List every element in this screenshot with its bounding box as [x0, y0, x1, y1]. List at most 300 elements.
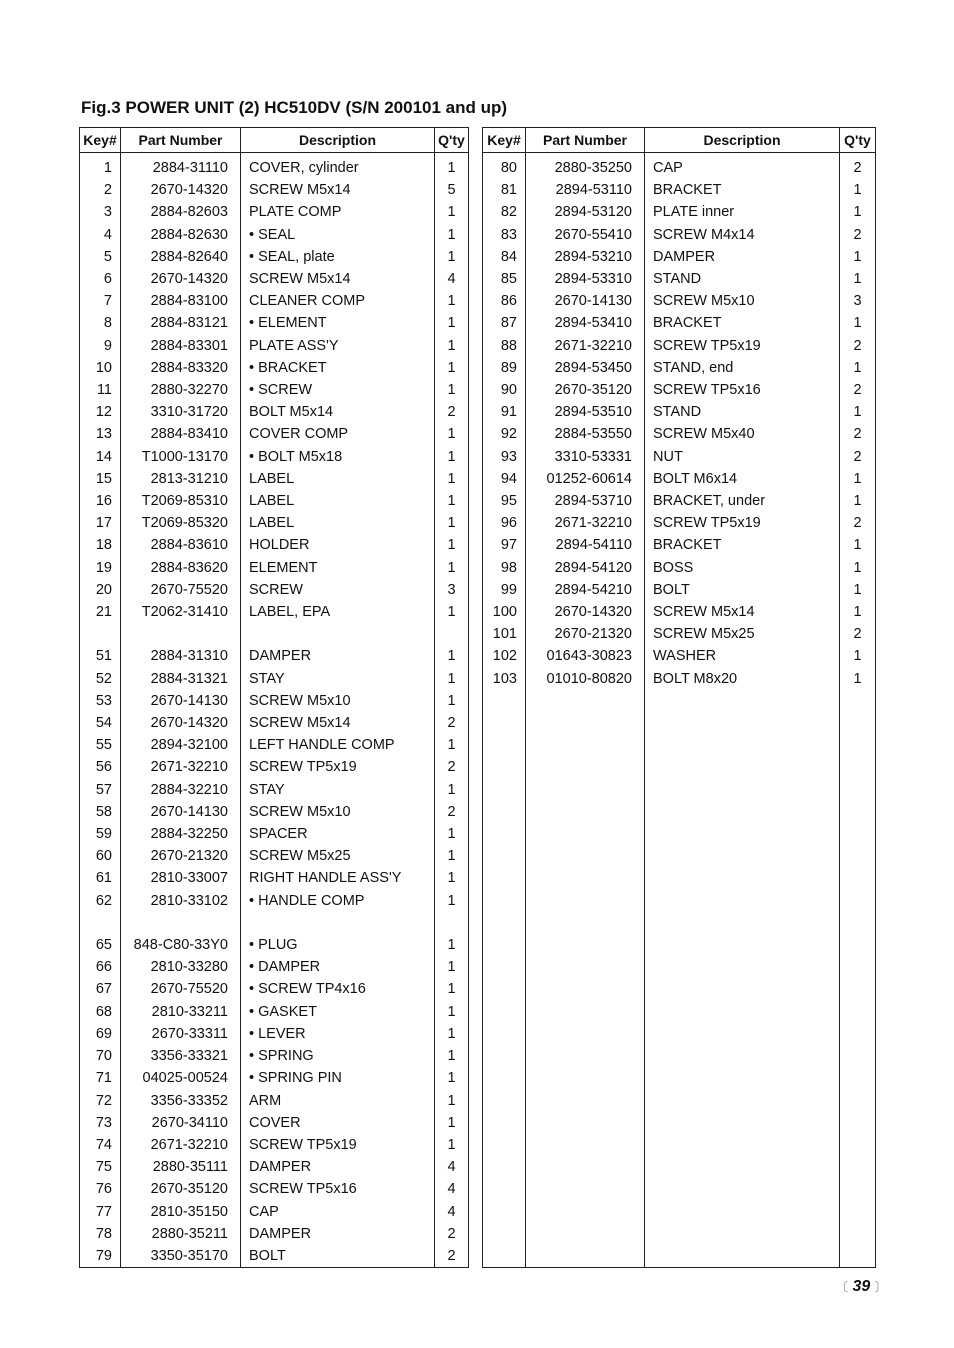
- description-header: Description: [645, 128, 840, 153]
- qty-cell: 1: [840, 312, 876, 334]
- description-cell: BRACKET: [645, 534, 840, 556]
- part-number-cell: 2894-53710: [526, 490, 645, 512]
- part-number-cell: 848-C80-33Y0: [121, 934, 241, 956]
- table-row: [80, 978, 469, 1000]
- part-number-cell: 2670-14320: [121, 712, 241, 734]
- table-row: [80, 290, 469, 312]
- table-row: [80, 1178, 469, 1200]
- header-row: [80, 128, 469, 153]
- description-cell: • LEVER: [241, 1023, 435, 1045]
- qty-cell: 1: [840, 268, 876, 290]
- key-cell: 71: [80, 1067, 121, 1089]
- page-number: [836, 1278, 887, 1296]
- part-number-cell: 01643-30823: [526, 645, 645, 667]
- table-row: [483, 335, 876, 357]
- part-number-cell: 2670-34110: [121, 1112, 241, 1134]
- part-number-cell: 2894-53310: [526, 268, 645, 290]
- key-header: Key#: [80, 128, 121, 153]
- key-cell: 90: [483, 379, 526, 401]
- table-row: [483, 201, 876, 223]
- key-cell: 18: [80, 534, 121, 556]
- qty-cell: 4: [435, 1156, 469, 1178]
- qty-cell: 1: [840, 201, 876, 223]
- description-cell: • ELEMENT: [241, 312, 435, 334]
- table-row: [80, 823, 469, 845]
- description-cell: SCREW TP5x16: [241, 1178, 435, 1200]
- qty-cell: 1: [840, 579, 876, 601]
- qty-cell: 4: [435, 268, 469, 290]
- description-cell: COVER: [241, 1112, 435, 1134]
- table-row: [80, 246, 469, 268]
- key-cell: 6: [80, 268, 121, 290]
- table-row: [80, 690, 469, 712]
- key-cell: 84: [483, 246, 526, 268]
- qty-cell: 1: [435, 956, 469, 978]
- part-number-cell: 2884-32210: [121, 779, 241, 801]
- part-number-cell: 2810-35150: [121, 1201, 241, 1223]
- filler-cell: [121, 1267, 241, 1268]
- part-number-cell: 2894-32100: [121, 734, 241, 756]
- key-cell: 86: [483, 290, 526, 312]
- part-number-cell: 2884-82630: [121, 224, 241, 246]
- description-cell: BRACKET: [645, 179, 840, 201]
- key-cell: 65: [80, 934, 121, 956]
- description-cell: BRACKET, under: [645, 490, 840, 512]
- table-row: [80, 423, 469, 445]
- key-cell: 70: [80, 1045, 121, 1067]
- page-number-value: 39: [852, 1278, 871, 1295]
- qty-cell: 1: [435, 734, 469, 756]
- qty-cell: 1: [435, 779, 469, 801]
- qty-cell: 1: [840, 645, 876, 667]
- part-number-cell: 2670-55410: [526, 224, 645, 246]
- description-cell: DAMPER: [241, 645, 435, 667]
- key-cell: 15: [80, 468, 121, 490]
- qty-cell: 1: [435, 1045, 469, 1067]
- table-row: [483, 179, 876, 201]
- key-cell: [80, 623, 121, 645]
- qty-cell: 1: [840, 534, 876, 556]
- table-row: [483, 579, 876, 601]
- table-row: [483, 446, 876, 468]
- key-cell: 97: [483, 534, 526, 556]
- description-cell: DAMPER: [241, 1156, 435, 1178]
- qty-cell: 1: [435, 1090, 469, 1112]
- description-cell: • PLUG: [241, 934, 435, 956]
- description-cell: HOLDER: [241, 534, 435, 556]
- qty-cell: 4: [435, 1178, 469, 1200]
- part-number-cell: 2670-75520: [121, 579, 241, 601]
- filler-cell: [435, 1267, 469, 1268]
- description-cell: LABEL: [241, 468, 435, 490]
- description-cell: SCREW M5x14: [241, 268, 435, 290]
- table-row: [80, 201, 469, 223]
- description-cell: ARM: [241, 1090, 435, 1112]
- table-row: [483, 623, 876, 645]
- part-number-cell: 2670-21320: [121, 845, 241, 867]
- parts-table-right: [482, 127, 876, 1268]
- part-number-cell: 2894-53210: [526, 246, 645, 268]
- table-row: [483, 557, 876, 579]
- description-cell: SCREW M5x25: [645, 623, 840, 645]
- qty-cell: 2: [435, 712, 469, 734]
- key-cell: 101: [483, 623, 526, 645]
- description-cell: BOLT: [241, 1245, 435, 1267]
- part-number-cell: 2884-83100: [121, 290, 241, 312]
- table-row: [483, 290, 876, 312]
- table-row: [483, 401, 876, 423]
- table-row: [80, 1223, 469, 1245]
- qty-cell: 1: [435, 468, 469, 490]
- part-number-cell: 01010-80820: [526, 668, 645, 690]
- description-cell: CAP: [241, 1201, 435, 1223]
- description-cell: SCREW M5x14: [241, 712, 435, 734]
- table-row: [80, 623, 469, 645]
- key-cell: 94: [483, 468, 526, 490]
- key-cell: 56: [80, 756, 121, 778]
- qty-cell: 1: [840, 401, 876, 423]
- qty-cell: 1: [435, 357, 469, 379]
- key-cell: [80, 912, 121, 934]
- description-cell: BOLT M6x14: [645, 468, 840, 490]
- description-cell: LABEL: [241, 512, 435, 534]
- key-cell: 77: [80, 1201, 121, 1223]
- description-cell: • SCREW TP4x16: [241, 978, 435, 1000]
- description-cell: • GASKET: [241, 1001, 435, 1023]
- qty-cell: 1: [435, 224, 469, 246]
- key-cell: 68: [80, 1001, 121, 1023]
- table-row: [483, 268, 876, 290]
- description-cell: PLATE COMP: [241, 201, 435, 223]
- qty-cell: [435, 623, 469, 645]
- part-number-cell: 2810-33102: [121, 890, 241, 912]
- qty-cell: 1: [435, 246, 469, 268]
- key-cell: 2: [80, 179, 121, 201]
- key-cell: 67: [80, 978, 121, 1000]
- part-number-cell: 3356-33352: [121, 1090, 241, 1112]
- description-cell: [241, 623, 435, 645]
- qty-cell: 1: [435, 1112, 469, 1134]
- key-cell: 12: [80, 401, 121, 423]
- qty-cell: 1: [840, 357, 876, 379]
- filler-row: [483, 690, 876, 1268]
- part-number-cell: 2884-83620: [121, 557, 241, 579]
- key-cell: 96: [483, 512, 526, 534]
- key-cell: 58: [80, 801, 121, 823]
- key-cell: 78: [80, 1223, 121, 1245]
- table-row: [80, 512, 469, 534]
- table-row: [483, 668, 876, 690]
- key-cell: 54: [80, 712, 121, 734]
- qty-cell: 1: [435, 512, 469, 534]
- key-cell: 82: [483, 201, 526, 223]
- table-row: [80, 1001, 469, 1023]
- key-cell: 11: [80, 379, 121, 401]
- table-row: [80, 312, 469, 334]
- part-number-cell: 2884-82603: [121, 201, 241, 223]
- table-row: [483, 157, 876, 179]
- filler-cell: [241, 1267, 435, 1268]
- table-row: [483, 224, 876, 246]
- key-cell: 85: [483, 268, 526, 290]
- qty-cell: 4: [435, 1201, 469, 1223]
- key-cell: 89: [483, 357, 526, 379]
- table-row: [80, 734, 469, 756]
- description-cell: SCREW M5x10: [241, 690, 435, 712]
- description-cell: • SEAL, plate: [241, 246, 435, 268]
- parts-table-left: [79, 127, 469, 1268]
- table-row: [80, 579, 469, 601]
- part-number-cell: 2894-54110: [526, 534, 645, 556]
- part-number-cell: 2671-32210: [526, 512, 645, 534]
- part-number-cell: 2880-32270: [121, 379, 241, 401]
- description-cell: SCREW M5x25: [241, 845, 435, 867]
- key-cell: 91: [483, 401, 526, 423]
- table-row: [80, 1156, 469, 1178]
- key-cell: 87: [483, 312, 526, 334]
- part-number-cell: 2670-35120: [121, 1178, 241, 1200]
- description-cell: • DAMPER: [241, 956, 435, 978]
- key-cell: 80: [483, 157, 526, 179]
- description-cell: • SCREW: [241, 379, 435, 401]
- description-cell: SCREW TP5x19: [241, 756, 435, 778]
- filler-cell: [645, 690, 840, 1268]
- table-row: [80, 557, 469, 579]
- part-number-cell: 2670-35120: [526, 379, 645, 401]
- key-cell: 14: [80, 446, 121, 468]
- part-number-cell: 2894-53410: [526, 312, 645, 334]
- qty-cell: 1: [435, 890, 469, 912]
- part-number-cell: 2884-31321: [121, 668, 241, 690]
- table-row: [80, 357, 469, 379]
- table-row: [80, 1134, 469, 1156]
- key-cell: 60: [80, 845, 121, 867]
- description-cell: BRACKET: [645, 312, 840, 334]
- part-number-cell: T2062-31410: [121, 601, 241, 623]
- key-cell: 81: [483, 179, 526, 201]
- part-number-cell: 2670-14320: [121, 268, 241, 290]
- key-cell: 19: [80, 557, 121, 579]
- part-number-cell: 2894-53120: [526, 201, 645, 223]
- table-row: [80, 756, 469, 778]
- part-number-cell: 01252-60614: [526, 468, 645, 490]
- qty-cell: 2: [840, 623, 876, 645]
- description-cell: BOLT M5x14: [241, 401, 435, 423]
- key-cell: 1: [80, 157, 121, 179]
- part-number-cell: 2894-54210: [526, 579, 645, 601]
- qty-cell: 1: [435, 823, 469, 845]
- table-row: [483, 512, 876, 534]
- description-cell: CAP: [645, 157, 840, 179]
- key-cell: 7: [80, 290, 121, 312]
- part-number-cell: 2894-53110: [526, 179, 645, 201]
- table-row: [80, 801, 469, 823]
- table-row: [80, 668, 469, 690]
- table-row: [80, 845, 469, 867]
- part-number-cell: 2810-33007: [121, 867, 241, 889]
- qty-cell: 1: [435, 978, 469, 1000]
- table-row: [80, 1201, 469, 1223]
- qty-cell: 1: [840, 490, 876, 512]
- qty-cell: 2: [435, 756, 469, 778]
- part-number-cell: 2880-35211: [121, 1223, 241, 1245]
- qty-cell: 1: [840, 246, 876, 268]
- description-cell: • SPRING PIN: [241, 1067, 435, 1089]
- qty-cell: 1: [840, 601, 876, 623]
- key-cell: 95: [483, 490, 526, 512]
- description-cell: BOLT M8x20: [645, 668, 840, 690]
- part-number-cell: 2884-83301: [121, 335, 241, 357]
- key-cell: 10: [80, 357, 121, 379]
- table-row: [80, 534, 469, 556]
- key-cell: 98: [483, 557, 526, 579]
- description-cell: RIGHT HANDLE ASS'Y: [241, 867, 435, 889]
- key-cell: 8: [80, 312, 121, 334]
- qty-cell: 5: [435, 179, 469, 201]
- description-cell: SCREW M5x40: [645, 423, 840, 445]
- qty-cell: 1: [435, 1134, 469, 1156]
- part-number-cell: 2884-31310: [121, 645, 241, 667]
- description-cell: SCREW M5x14: [241, 179, 435, 201]
- part-number-cell: 2670-14130: [526, 290, 645, 312]
- key-cell: 69: [80, 1023, 121, 1045]
- qty-cell: 1: [840, 468, 876, 490]
- page-number-open-bracket: 〔: [836, 1280, 849, 1294]
- qty-cell: 2: [840, 512, 876, 534]
- qty-cell: 1: [435, 845, 469, 867]
- description-cell: SCREW M4x14: [645, 224, 840, 246]
- part-number-cell: 2813-31210: [121, 468, 241, 490]
- description-cell: BOSS: [645, 557, 840, 579]
- part-number-cell: 2670-75520: [121, 978, 241, 1000]
- table-row: [483, 468, 876, 490]
- table-row: [80, 1090, 469, 1112]
- qty-cell: 1: [435, 557, 469, 579]
- part-number-cell: 2894-53450: [526, 357, 645, 379]
- part-number-cell: 2884-53550: [526, 423, 645, 445]
- description-cell: WASHER: [645, 645, 840, 667]
- part-number-cell: 2670-14130: [121, 801, 241, 823]
- key-cell: 13: [80, 423, 121, 445]
- part-number-cell: 2884-32250: [121, 823, 241, 845]
- description-cell: STAND, end: [645, 357, 840, 379]
- table-row: [80, 912, 469, 934]
- qty-cell: 1: [435, 379, 469, 401]
- qty-cell: 1: [435, 867, 469, 889]
- table-row: [483, 246, 876, 268]
- key-cell: 9: [80, 335, 121, 357]
- table-row: [80, 468, 469, 490]
- table-row: [80, 890, 469, 912]
- page-number-close-bracket: 〕: [874, 1280, 887, 1294]
- filler-cell: [840, 690, 876, 1268]
- description-cell: • BRACKET: [241, 357, 435, 379]
- description-cell: SPACER: [241, 823, 435, 845]
- qty-cell: 1: [435, 1023, 469, 1045]
- table-row: [80, 1045, 469, 1067]
- part-number-cell: 2880-35111: [121, 1156, 241, 1178]
- key-cell: 5: [80, 246, 121, 268]
- key-cell: 3: [80, 201, 121, 223]
- key-cell: 75: [80, 1156, 121, 1178]
- qty-cell: 2: [435, 801, 469, 823]
- table-row: [483, 645, 876, 667]
- table-row: [80, 446, 469, 468]
- key-cell: 103: [483, 668, 526, 690]
- key-header: Key#: [483, 128, 526, 153]
- qty-cell: 1: [840, 179, 876, 201]
- table-row: [80, 867, 469, 889]
- qty-cell: 1: [435, 446, 469, 468]
- qty-cell: 3: [435, 579, 469, 601]
- filler-row: [80, 1267, 469, 1268]
- key-cell: 61: [80, 867, 121, 889]
- description-cell: LABEL: [241, 490, 435, 512]
- key-cell: 79: [80, 1245, 121, 1267]
- part-number-cell: 3310-31720: [121, 401, 241, 423]
- key-cell: 92: [483, 423, 526, 445]
- part-number-cell: 2884-83320: [121, 357, 241, 379]
- part-number-cell: 2884-83610: [121, 534, 241, 556]
- table-row: [80, 1023, 469, 1045]
- key-cell: 59: [80, 823, 121, 845]
- qty-cell: 1: [840, 557, 876, 579]
- qty-cell: 1: [435, 645, 469, 667]
- part-number-cell: 2884-82640: [121, 246, 241, 268]
- description-cell: • BOLT M5x18: [241, 446, 435, 468]
- table-row: [80, 1112, 469, 1134]
- description-cell: SCREW TP5x19: [645, 512, 840, 534]
- description-cell: STAY: [241, 779, 435, 801]
- key-cell: 99: [483, 579, 526, 601]
- description-cell: STAND: [645, 401, 840, 423]
- parts-table-left-body: [80, 153, 469, 1268]
- qty-cell: 1: [840, 668, 876, 690]
- table-row: [483, 357, 876, 379]
- part-number-cell: 2670-33311: [121, 1023, 241, 1045]
- key-cell: 52: [80, 668, 121, 690]
- description-cell: COVER COMP: [241, 423, 435, 445]
- part-number-cell: 2884-83410: [121, 423, 241, 445]
- part-number-cell: 04025-00524: [121, 1067, 241, 1089]
- qty-cell: 2: [435, 401, 469, 423]
- table-row: [483, 312, 876, 334]
- description-cell: PLATE inner: [645, 201, 840, 223]
- key-cell: 51: [80, 645, 121, 667]
- table-row: [80, 379, 469, 401]
- description-cell: PLATE ASS'Y: [241, 335, 435, 357]
- qty-cell: 1: [435, 201, 469, 223]
- key-cell: 93: [483, 446, 526, 468]
- description-cell: DAMPER: [645, 246, 840, 268]
- table-row: [80, 645, 469, 667]
- header-row: [483, 128, 876, 153]
- qty-cell: 2: [840, 446, 876, 468]
- description-cell: DAMPER: [241, 1223, 435, 1245]
- key-cell: 20: [80, 579, 121, 601]
- description-cell: SCREW TP5x19: [241, 1134, 435, 1156]
- table-row: [80, 335, 469, 357]
- part-number-cell: 2880-35250: [526, 157, 645, 179]
- part-number-cell: 2894-54120: [526, 557, 645, 579]
- qty-cell: 1: [435, 601, 469, 623]
- part-number-cell: T2069-85320: [121, 512, 241, 534]
- table-row: [483, 379, 876, 401]
- key-cell: 16: [80, 490, 121, 512]
- description-header: Description: [241, 128, 435, 153]
- table-row: [80, 224, 469, 246]
- part-number-header: Part Number: [121, 128, 241, 153]
